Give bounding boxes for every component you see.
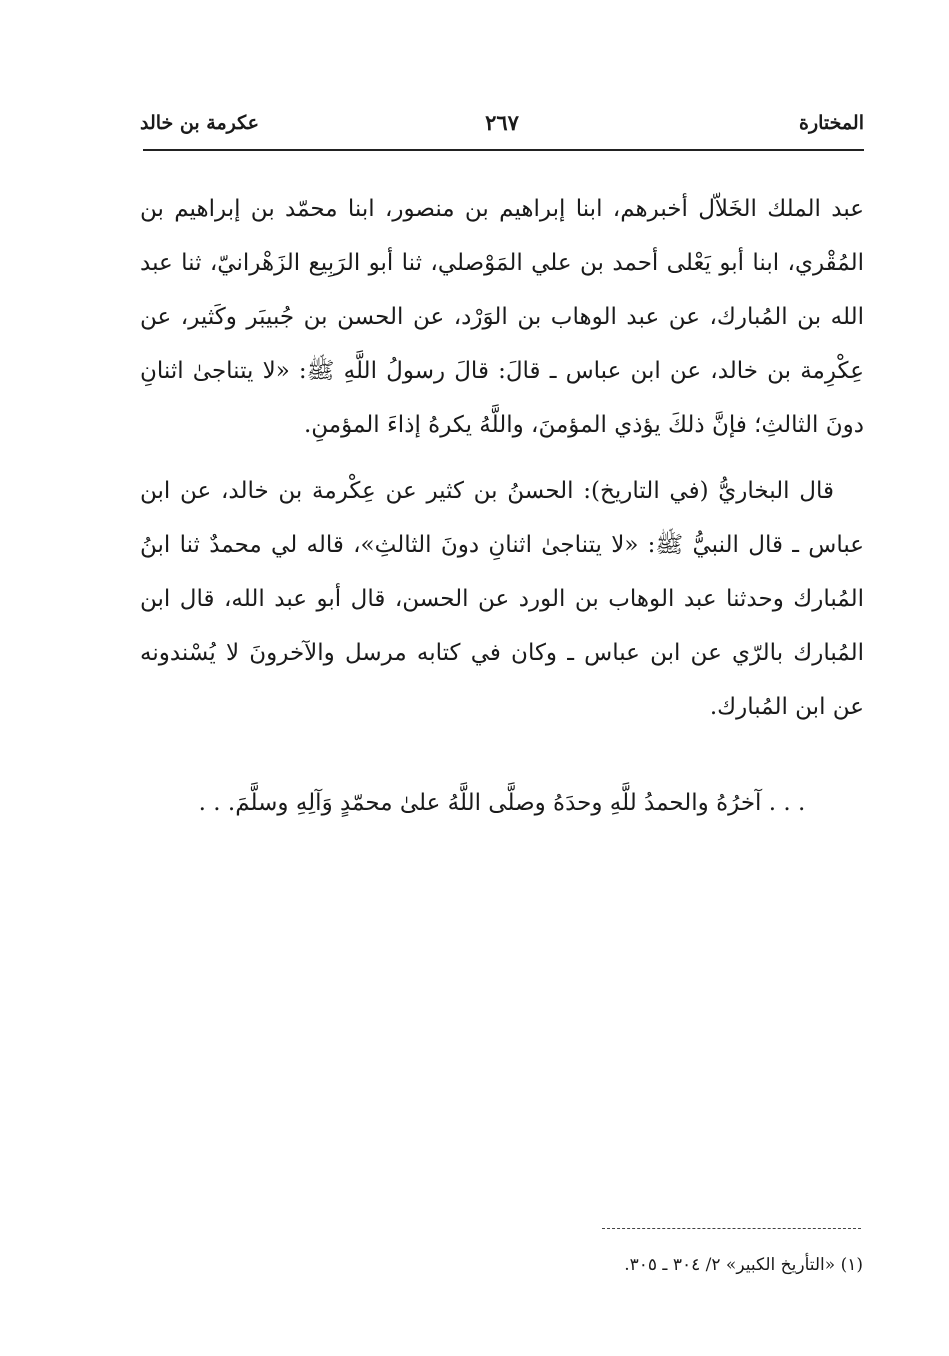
header-section-title: عكرمة بن خالد: [140, 112, 259, 134]
running-header: [140, 108, 864, 142]
page-number: ٢٦٧: [485, 110, 519, 135]
closing-line: . . . آخرُهُ والحمدُ للَّهِ وحدَهُ وصلَّى اللَّهُ علىٰ محمّدٍ وَآلِهِ وسلَّمَ. . .: [198, 790, 806, 816]
footnote: (١) «التأريخ الكبير» ٢/ ٣٠٤ ـ ٣٠٥.: [624, 1255, 863, 1275]
header-divider: [143, 149, 864, 151]
hadith-paragraph: عبد الملك الخَلاّل أخبرهم، ابنا إبراهيم بن منصور، ابنا محمّد بن إبراهيم بن المُقْري، ابنا أبو يَعْلى أحمد بن علي المَوْصلي، ثنا أبو الرَبِيع الزَهْرانيّ، ثنا عبد الله بن المُبارك، عن عبد الوهاب بن الوَرْد، عن الحسن بن جُبيبَر وكَثير، عن عِكْرِمة بن خالد، عن ابن عباس ـ قالَ: قالَ رسولُ اللَّهِ ﷺ: «لا يتناجىٰ اثنانِ دونَ الثالثِ؛ فإنَّ ذلكَ يؤذي المؤمنَ، واللَّهُ يكرهُ إذاءَ المؤمنِ.: [140, 196, 864, 438]
header-book-title: المختارة: [799, 112, 864, 134]
footnote-divider: [602, 1228, 861, 1229]
commentary-paragraph: قال البخاريُّ (في التاريخ): الحسنُ بن كثير عن عِكْرمة بن خالد، عن ابن عباس ـ قال النبيُّ ﷺ: «لا يتناجىٰ اثنانِ دونَ الثالثِ»، قاله لي محمدٌ ثنا ابنُ المُبارك وحدثنا عبد الوهاب بن الورد عن الحسن، قال أبو عبد الله، قال ابن المُبارك بالرّي عن ابن عباس ـ وكان في كتابه مرسل والآخرونَ لا يُسْندونه عن ابن المُبارك.: [140, 478, 864, 720]
main-text: [140, 182, 864, 734]
